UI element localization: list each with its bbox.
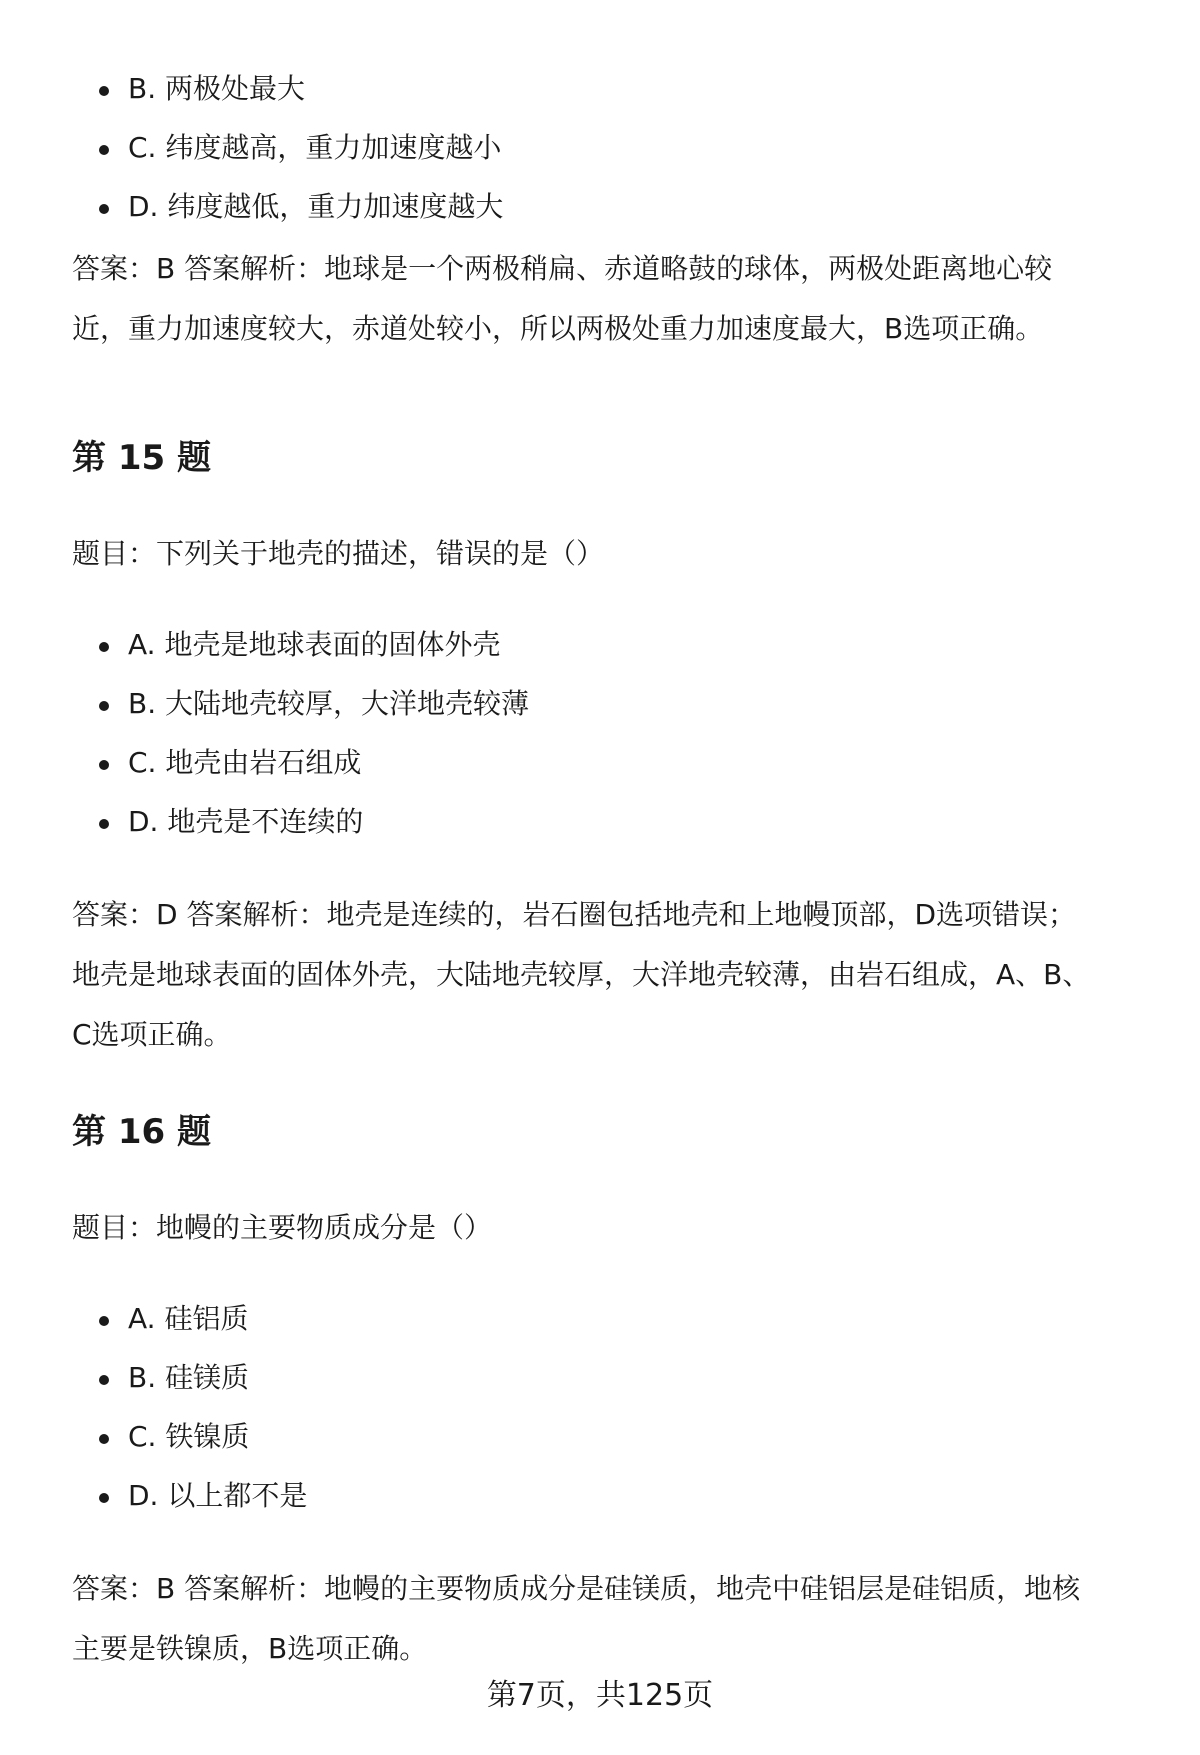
q15-answer-line-2: 地壳是地球表面的固体外壳，大陆地壳较厚，大洋地壳较薄，由岩石组成，A、B、: [72, 958, 1091, 991]
q16-answer-line-2: 主要是铁镍质，B选项正确。: [72, 1632, 428, 1665]
q15-option-d: D. 地壳是不连续的: [72, 807, 529, 837]
page-number-label: 第7页，共125页: [486, 1678, 714, 1713]
q14-answer: [72, 239, 1052, 359]
q16-answer-line-1: 答案：B 答案解析：地幔的主要物质成分是硅镁质，地壳中硅铝层是硅铝质，地核: [72, 1572, 1081, 1605]
q16-option-a: A. 硅铝质: [72, 1304, 307, 1334]
q15-option-a: A. 地壳是地球表面的固体外壳: [72, 630, 529, 660]
q15-options: [72, 630, 529, 866]
q16-answer: [72, 1559, 1080, 1679]
q14-option-d: D. 纬度越低，重力加速度越大: [72, 192, 503, 222]
q14-answer-line-2: 近，重力加速度较大，赤道处较小，所以两极处重力加速度最大，B选项正确。: [72, 312, 1044, 345]
q15-option-b: B. 大陆地壳较厚，大洋地壳较薄: [72, 689, 529, 719]
q15-question: 题目：下列关于地壳的描述，错误的是（）: [72, 537, 605, 570]
q14-answer-line-1: 答案：B 答案解析：地球是一个两极稍扁、赤道略鼓的球体，两极处距离地心较: [72, 252, 1053, 285]
q15-answer-line-3: C选项正确。: [72, 1018, 232, 1051]
q14-options: [72, 74, 503, 251]
q16-option-c: C. 铁镍质: [72, 1422, 307, 1452]
page-footer: [0, 1678, 1200, 1714]
q16-heading: 第 16 题: [72, 1112, 211, 1152]
q16-options: [72, 1304, 307, 1540]
q15-answer-line-1: 答案：D 答案解析：地壳是连续的，岩石圈包括地壳和上地幔顶部，D选项错误；: [72, 898, 1077, 931]
q14-option-c: C. 纬度越高，重力加速度越小: [72, 133, 503, 163]
q15-heading: 第 15 题: [72, 438, 211, 478]
q16-option-d: D. 以上都不是: [72, 1481, 307, 1511]
q15-answer: [72, 885, 1090, 1065]
q16-option-b: B. 硅镁质: [72, 1363, 307, 1393]
q15-option-c: C. 地壳由岩石组成: [72, 748, 529, 778]
q14-option-b: B. 两极处最大: [72, 74, 503, 104]
q16-question: 题目：地幔的主要物质成分是（）: [72, 1211, 493, 1244]
